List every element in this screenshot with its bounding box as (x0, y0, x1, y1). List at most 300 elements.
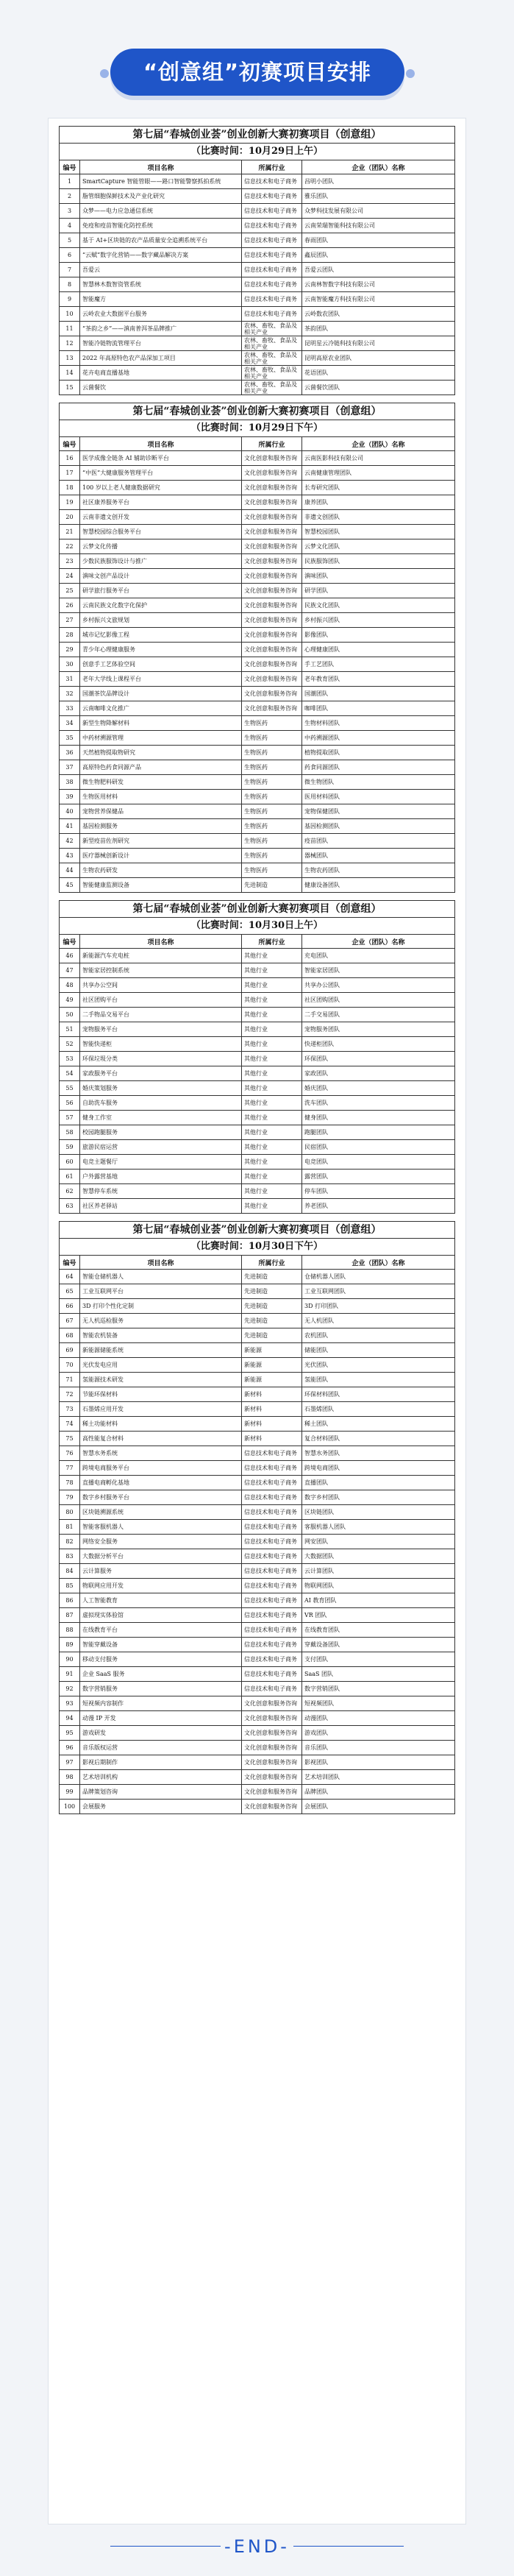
cell-no: 55 (60, 1081, 80, 1096)
cell-industry: 文化创意和服务咨询 (242, 657, 302, 672)
cell-project: 大数据分析平台 (80, 1549, 242, 1564)
cell-industry: 其他行业 (242, 1066, 302, 1081)
cell-industry: 其他行业 (242, 978, 302, 993)
cell-team: 生物材料团队 (302, 716, 455, 731)
cell-industry: 信息技术和电子商务 (242, 1682, 302, 1696)
cell-project: 滇味文创产品设计 (80, 569, 242, 584)
cell-team: 花语团队 (302, 366, 455, 381)
cell-industry: 信息技术和电子商务 (242, 174, 302, 189)
cell-no: 3 (60, 204, 80, 219)
cell-project: 旅游民宿运营 (80, 1140, 242, 1155)
cell-team: 社区团购团队 (302, 993, 455, 1008)
cell-team: 会展团队 (302, 1800, 455, 1814)
table-row (60, 863, 455, 878)
table-row (60, 466, 455, 481)
cell-no: 40 (60, 804, 80, 819)
cell-industry: 信息技术和电子商务 (242, 1520, 302, 1535)
cell-no: 69 (60, 1343, 80, 1358)
cell-industry: 文化创意和服务咨询 (242, 1800, 302, 1814)
cell-team: 智能家居团队 (302, 963, 455, 978)
cell-project: 自助洗车服务 (80, 1096, 242, 1111)
cell-project: 智慧水务系统 (80, 1446, 242, 1461)
cell-no: 88 (60, 1623, 80, 1638)
table-row (60, 336, 455, 351)
cell-project: “云赋”数字化营销——数字藏品解决方案 (80, 248, 242, 263)
cell-project: 企业 SaaS 服务 (80, 1667, 242, 1682)
cell-team: 影视团队 (302, 1755, 455, 1770)
cell-team: 医用材料团队 (302, 790, 455, 804)
cell-industry: 农林、畜牧、食品及相关产业 (242, 336, 302, 351)
cell-no: 45 (60, 878, 80, 893)
cell-project: 会展服务 (80, 1800, 242, 1814)
cell-industry: 文化创意和服务咨询 (242, 1711, 302, 1726)
cell-team: 氢能团队 (302, 1373, 455, 1387)
cell-project: 基于 AI+区块链的农产品质量安全追溯系统平台 (80, 233, 242, 248)
cell-team: 区块链团队 (302, 1505, 455, 1520)
cell-project: 节能环保材料 (80, 1387, 242, 1402)
cell-project: 免疫和疫苗智能化防控系统 (80, 219, 242, 233)
cell-industry: 生物医药 (242, 849, 302, 863)
cell-no: 30 (60, 657, 80, 672)
cell-industry: 信息技术和电子商务 (242, 248, 302, 263)
cell-no: 61 (60, 1170, 80, 1184)
table-row (60, 539, 455, 554)
cell-industry: 生物医药 (242, 716, 302, 731)
cell-no: 58 (60, 1125, 80, 1140)
cell-no: 24 (60, 569, 80, 584)
table-row (60, 322, 455, 336)
cell-industry: 信息技术和电子商务 (242, 1549, 302, 1564)
cell-industry: 信息技术和电子商务 (242, 1490, 302, 1505)
table-row (60, 804, 455, 819)
cell-no: 32 (60, 687, 80, 701)
cell-no: 1 (60, 174, 80, 189)
cell-industry: 信息技术和电子商务 (242, 204, 302, 219)
cell-team: 储能团队 (302, 1343, 455, 1358)
cell-team: 数字乡村团队 (302, 1490, 455, 1505)
cell-no: 56 (60, 1096, 80, 1111)
cell-no: 75 (60, 1432, 80, 1446)
cell-industry: 文化创意和服务咨询 (242, 481, 302, 495)
cell-no: 98 (60, 1770, 80, 1785)
cell-project: 家政服务平台 (80, 1066, 242, 1081)
cell-team: 雅乐团队 (302, 189, 455, 204)
cell-no: 57 (60, 1111, 80, 1125)
cell-no: 47 (60, 963, 80, 978)
cell-team: 基因检测团队 (302, 819, 455, 834)
cell-project: 云菌餐饮 (80, 381, 242, 395)
table-row (60, 1199, 455, 1214)
cell-industry: 文化创意和服务咨询 (242, 510, 302, 525)
table-row (60, 746, 455, 760)
cell-project: 高性能复合材料 (80, 1432, 242, 1446)
cell-no: 48 (60, 978, 80, 993)
cell-project: 3D 打印个性化定制 (80, 1299, 242, 1314)
cell-team: 游戏团队 (302, 1726, 455, 1741)
schedule-section (59, 126, 455, 395)
schedule-document (48, 118, 466, 2524)
cell-industry: 文化创意和服务咨询 (242, 1755, 302, 1770)
cell-team: 昆明高原农业团队 (302, 351, 455, 366)
table-row (60, 978, 455, 993)
schedule-section (59, 900, 455, 1214)
table-row (60, 1682, 455, 1696)
cell-no: 81 (60, 1520, 80, 1535)
cell-team: 健身团队 (302, 1111, 455, 1125)
table-row (60, 307, 455, 322)
cell-industry: 文化创意和服务咨询 (242, 525, 302, 539)
cell-no: 2 (60, 189, 80, 204)
cell-industry: 信息技术和电子商务 (242, 307, 302, 322)
cell-no: 73 (60, 1402, 80, 1417)
cell-project: 智慧校园综合服务平台 (80, 525, 242, 539)
cell-no: 54 (60, 1066, 80, 1081)
cell-no: 42 (60, 834, 80, 849)
table-row (60, 1432, 455, 1446)
cell-industry: 文化创意和服务咨询 (242, 628, 302, 643)
cell-project: 智能魔方 (80, 292, 242, 307)
cell-team: 非遗文创团队 (302, 510, 455, 525)
table-row (60, 949, 455, 963)
table-row (60, 1096, 455, 1111)
table-row (60, 687, 455, 701)
table-row (60, 993, 455, 1008)
cell-team: 客服机器人团队 (302, 1520, 455, 1535)
cell-team: 春雨团队 (302, 233, 455, 248)
table-row (60, 819, 455, 834)
cell-team: 快递柜团队 (302, 1037, 455, 1052)
table-header-row (60, 160, 455, 174)
cell-no: 53 (60, 1052, 80, 1066)
cell-team: 植物提取团队 (302, 746, 455, 760)
cell-no: 74 (60, 1417, 80, 1432)
cell-project: 健身工作室 (80, 1111, 242, 1125)
table-row (60, 598, 455, 613)
table-row (60, 1652, 455, 1667)
table-row (60, 1066, 455, 1081)
cell-team: 影像团队 (302, 628, 455, 643)
table-row (60, 1155, 455, 1170)
cell-team: 智慧水务团队 (302, 1446, 455, 1461)
cell-team: 疫苗团队 (302, 834, 455, 849)
table-row (60, 643, 455, 657)
schedule-section (59, 1221, 455, 1814)
cell-team: 云梦文化团队 (302, 539, 455, 554)
cell-no: 67 (60, 1314, 80, 1328)
table-row (60, 716, 455, 731)
cell-team: 停车团队 (302, 1184, 455, 1199)
cell-industry: 其他行业 (242, 1081, 302, 1096)
cell-industry: 文化创意和服务咨询 (242, 451, 302, 466)
table-row (60, 1299, 455, 1314)
column-header-industry: 所属行业 (242, 935, 302, 949)
cell-project: 短视频内容制作 (80, 1696, 242, 1711)
cell-industry: 农林、畜牧、食品及相关产业 (242, 322, 302, 336)
table-row (60, 451, 455, 466)
cell-no: 80 (60, 1505, 80, 1520)
cell-industry: 其他行业 (242, 1140, 302, 1155)
cell-no: 25 (60, 584, 80, 598)
cell-team: 农机团队 (302, 1328, 455, 1343)
cell-team: 民宿团队 (302, 1140, 455, 1155)
cell-industry: 其他行业 (242, 1170, 302, 1184)
cell-industry: 文化创意和服务咨询 (242, 466, 302, 481)
cell-no: 4 (60, 219, 80, 233)
table-row (60, 263, 455, 277)
schedule-table (59, 160, 455, 395)
cell-industry: 其他行业 (242, 963, 302, 978)
cell-industry: 其他行业 (242, 1096, 302, 1111)
table-row (60, 775, 455, 790)
cell-industry: 信息技术和电子商务 (242, 189, 302, 204)
table-row (60, 1579, 455, 1593)
cell-team: 宠物保健团队 (302, 804, 455, 819)
column-header-name: 项目名称 (80, 437, 242, 451)
cell-industry: 先进制造 (242, 1328, 302, 1343)
cell-team: 家政团队 (302, 1066, 455, 1081)
cell-team: 工业互联网团队 (302, 1284, 455, 1299)
cell-team: 环保材料团队 (302, 1387, 455, 1402)
cell-team: VR 团队 (302, 1608, 455, 1623)
cell-industry: 文化创意和服务咨询 (242, 539, 302, 554)
table-row (60, 1037, 455, 1052)
cell-project: 智能仓储机器人 (80, 1270, 242, 1284)
cell-industry: 信息技术和电子商务 (242, 1593, 302, 1608)
table-row (60, 1358, 455, 1373)
cell-industry: 农林、畜牧、食品及相关产业 (242, 351, 302, 366)
cell-project: 动漫 IP 开发 (80, 1711, 242, 1726)
table-row (60, 1623, 455, 1638)
table-header-row (60, 935, 455, 949)
cell-team: 环保团队 (302, 1052, 455, 1066)
cell-project: 无人机巡检服务 (80, 1314, 242, 1328)
table-row (60, 1696, 455, 1711)
cell-team: 老年教育团队 (302, 672, 455, 687)
cell-project: 音乐版权运营 (80, 1741, 242, 1755)
cell-team: 大数据团队 (302, 1549, 455, 1564)
table-row (60, 878, 455, 893)
table-row (60, 1314, 455, 1328)
cell-no: 8 (60, 277, 80, 292)
table-row (60, 1402, 455, 1417)
cell-no: 71 (60, 1373, 80, 1387)
cell-no: 38 (60, 775, 80, 790)
section-title: 第七届“春城创业荟”创业创新大赛初赛项目（创意组） (59, 1221, 455, 1238)
cell-no: 85 (60, 1579, 80, 1593)
cell-industry: 文化创意和服务咨询 (242, 687, 302, 701)
table-row (60, 1667, 455, 1682)
cell-no: 66 (60, 1299, 80, 1314)
cell-project: 老年大学线上课程平台 (80, 672, 242, 687)
cell-project: 新能源汽车充电桩 (80, 949, 242, 963)
cell-team: 心理健康团队 (302, 643, 455, 657)
cell-team: 光伏团队 (302, 1358, 455, 1373)
cell-project: 移动支付服务 (80, 1652, 242, 1667)
cell-project: 在线教育平台 (80, 1623, 242, 1638)
cell-no: 77 (60, 1461, 80, 1476)
table-row (60, 731, 455, 746)
cell-no: 34 (60, 716, 80, 731)
cell-no: 64 (60, 1270, 80, 1284)
cell-industry: 生物医药 (242, 790, 302, 804)
cell-project: 生物农药研发 (80, 863, 242, 878)
table-row (60, 174, 455, 189)
cell-industry: 生物医药 (242, 804, 302, 819)
cell-no: 13 (60, 351, 80, 366)
cell-industry: 文化创意和服务咨询 (242, 554, 302, 569)
cell-no: 11 (60, 322, 80, 336)
end-text: -END- (224, 2536, 290, 2557)
cell-industry: 信息技术和电子商务 (242, 1476, 302, 1490)
cell-project: 校园跑腿服务 (80, 1125, 242, 1140)
section-time: （比赛时间：10月30日上午） (59, 917, 455, 934)
cell-team: 短视频团队 (302, 1696, 455, 1711)
table-row (60, 525, 455, 539)
cell-project: 艺术培训机构 (80, 1770, 242, 1785)
cell-team: 器械团队 (302, 849, 455, 863)
table-row (60, 189, 455, 204)
cell-industry: 信息技术和电子商务 (242, 1623, 302, 1638)
cell-team: 微生物团队 (302, 775, 455, 790)
cell-project: 电竞主题餐厅 (80, 1155, 242, 1170)
cell-industry: 信息技术和电子商务 (242, 1446, 302, 1461)
cell-industry: 信息技术和电子商务 (242, 1608, 302, 1623)
table-row (60, 1711, 455, 1726)
cell-no: 19 (60, 495, 80, 510)
table-row (60, 1549, 455, 1564)
section-time: （比赛时间：10月29日下午） (59, 420, 455, 436)
cell-project: SmartCapture 智能管眼——路口智能警察抓拍系统 (80, 174, 242, 189)
section-time: （比赛时间：10月29日上午） (59, 143, 455, 160)
cell-no: 10 (60, 307, 80, 322)
cell-project: 品牌策划咨询 (80, 1785, 242, 1800)
table-row (60, 1052, 455, 1066)
cell-no: 31 (60, 672, 80, 687)
cell-team: 充电团队 (302, 949, 455, 963)
cell-industry: 信息技术和电子商务 (242, 1505, 302, 1520)
cell-no: 44 (60, 863, 80, 878)
cell-team: 众梦科技发展有限公司 (302, 204, 455, 219)
cell-team: 吾爱云团队 (302, 263, 455, 277)
cell-no: 65 (60, 1284, 80, 1299)
table-row (60, 1387, 455, 1402)
table-row (60, 1081, 455, 1096)
cell-team: SaaS 团队 (302, 1667, 455, 1682)
cell-industry: 先进制造 (242, 878, 302, 893)
cell-industry: 文化创意和服务咨询 (242, 1770, 302, 1785)
cell-no: 68 (60, 1328, 80, 1343)
table-row (60, 1373, 455, 1387)
cell-industry: 信息技术和电子商务 (242, 1652, 302, 1667)
cell-team: 云南林智数字科技有限公司 (302, 277, 455, 292)
cell-no: 84 (60, 1564, 80, 1579)
cell-no: 9 (60, 292, 80, 307)
cell-industry: 新材料 (242, 1402, 302, 1417)
table-row (60, 1564, 455, 1579)
cell-industry: 信息技术和电子商务 (242, 1564, 302, 1579)
table-row (60, 1170, 455, 1184)
cell-project: 新型疫苗佐剂研究 (80, 834, 242, 849)
cell-no: 93 (60, 1696, 80, 1711)
cell-no: 16 (60, 451, 80, 466)
column-header-industry: 所属行业 (242, 160, 302, 174)
table-row (60, 1593, 455, 1608)
cell-no: 89 (60, 1638, 80, 1652)
cell-industry: 先进制造 (242, 1284, 302, 1299)
column-header-name: 项目名称 (80, 935, 242, 949)
cell-industry: 信息技术和电子商务 (242, 1667, 302, 1682)
cell-team: 昌明小团队 (302, 174, 455, 189)
cell-no: 27 (60, 613, 80, 628)
cell-team: 支付团队 (302, 1652, 455, 1667)
cell-project: 高原特色药食同源产品 (80, 760, 242, 775)
cell-project: 云南民族文化数字化保护 (80, 598, 242, 613)
cell-no: 87 (60, 1608, 80, 1623)
cell-project: 医学成像全链条 AI 辅助诊断平台 (80, 451, 242, 466)
table-row (60, 248, 455, 263)
cell-project: 众梦——电力应急通信系统 (80, 204, 242, 219)
cell-team: 鑫辰团队 (302, 248, 455, 263)
cell-team: 智慧校园团队 (302, 525, 455, 539)
cell-project: 智慧停车系统 (80, 1184, 242, 1199)
cell-project: 虚拟现实体验馆 (80, 1608, 242, 1623)
cell-no: 26 (60, 598, 80, 613)
cell-no: 91 (60, 1667, 80, 1682)
cell-industry: 文化创意和服务咨询 (242, 672, 302, 687)
cell-team: 宠物服务团队 (302, 1022, 455, 1037)
cell-no: 100 (60, 1800, 80, 1814)
cell-team: 在线教育团队 (302, 1623, 455, 1638)
cell-industry: 生物医药 (242, 731, 302, 746)
cell-project: 智能快递柜 (80, 1037, 242, 1052)
cell-no: 28 (60, 628, 80, 643)
table-row (60, 1111, 455, 1125)
table-row (60, 657, 455, 672)
cell-project: 跨境电商服务平台 (80, 1461, 242, 1476)
cell-industry: 其他行业 (242, 993, 302, 1008)
cell-no: 63 (60, 1199, 80, 1214)
cell-project: 青少年心理健康服务 (80, 643, 242, 657)
cell-industry: 新材料 (242, 1432, 302, 1446)
cell-industry: 生物医药 (242, 760, 302, 775)
cell-industry: 其他行业 (242, 1184, 302, 1199)
table-row (60, 569, 455, 584)
cell-industry: 文化创意和服务咨询 (242, 1696, 302, 1711)
cell-no: 14 (60, 366, 80, 381)
cell-project: 社区康养服务平台 (80, 495, 242, 510)
cell-team: 露营团队 (302, 1170, 455, 1184)
cell-no: 18 (60, 481, 80, 495)
table-row (60, 1140, 455, 1155)
cell-project: 工业互联网平台 (80, 1284, 242, 1299)
cell-industry: 其他行业 (242, 1052, 302, 1066)
cell-project: 脂管细胞保鲜技术及产业化研究 (80, 189, 242, 204)
schedule-table (59, 436, 455, 893)
cell-team: 手工艺团队 (302, 657, 455, 672)
cell-team: 云南医影科技有限公司 (302, 451, 455, 466)
cell-no: 60 (60, 1155, 80, 1170)
cell-project: 氢能源技术研发 (80, 1373, 242, 1387)
table-row (60, 1022, 455, 1037)
cell-no: 36 (60, 746, 80, 760)
cell-project: 数字乡村服务平台 (80, 1490, 242, 1505)
cell-team: 品牌团队 (302, 1785, 455, 1800)
cell-no: 70 (60, 1358, 80, 1373)
cell-industry: 信息技术和电子商务 (242, 292, 302, 307)
cell-industry: 文化创意和服务咨询 (242, 598, 302, 613)
cell-no: 20 (60, 510, 80, 525)
schedule-table (59, 934, 455, 1214)
